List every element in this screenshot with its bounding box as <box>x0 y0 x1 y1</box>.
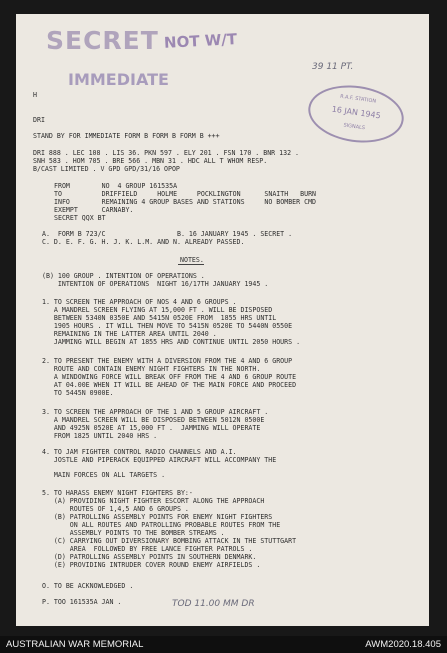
message-line: TO 5445N 0900E. <box>42 389 114 397</box>
footer-accession: AWM2020.18.405 <box>365 639 441 650</box>
station-date-stamp <box>305 80 408 149</box>
message-line: FROM 1825 UNTIL 2040 HRS . <box>42 432 158 440</box>
message-line: O. TO BE ACKNOWLEDGED . <box>42 582 134 590</box>
immediate-stamp: IMMEDIATE <box>68 70 169 89</box>
message-line: AND 4925N 0520E AT 15,000 FT . JAMMING WILL OPERATE <box>42 424 261 432</box>
footer-institution: AUSTRALIAN WAR MEMORIAL <box>6 639 144 650</box>
message-line: (B) 100 GROUP . INTENTION OF OPERATIONS . <box>42 272 205 280</box>
handwritten-tod: TOD 11.00 MM DR <box>172 599 255 609</box>
message-line: SECRET QQX BT <box>54 214 106 222</box>
message-line: 3. TO SCREEN THE APPROACH OF THE 1 AND 5 GROUP AIRCRAFT . <box>42 408 269 416</box>
message-line: DRI <box>33 116 45 124</box>
notes-underline <box>178 264 204 265</box>
message-line: JOSTLE AND PIPERACK EQUIPPED AIRCRAFT WILL ACCOMPANY THE <box>42 456 277 464</box>
stamp-text-date: 16 JAN 1945 <box>331 104 382 121</box>
message-line: NOTES. <box>180 256 204 264</box>
message-line: A MANDREL SCREEN WILL BE DISPOSED BETWEEN 5012N 0500E <box>42 416 265 424</box>
message-line: (B) PATROLLING ASSEMBLY POINTS FOR ENEMY NIGHT FIGHTERS <box>42 513 273 521</box>
message-line: BETWEEN 5340N 0350E AND 5415N 0520E FROM 1855 HRS UNTIL <box>42 314 277 322</box>
message-line: EXEMPT CARNABY. <box>54 206 134 214</box>
message-line: MAIN FORCES ON ALL TARGETS . <box>42 471 166 479</box>
message-line: ROUTES OF 1,4,5 AND 6 GROUPS . <box>42 505 189 513</box>
message-line: INTENTION OF OPERATIONS NIGHT 16/17TH JANUARY 1945 . <box>42 280 269 288</box>
not-wt-stamp: NOT W/T <box>163 30 238 52</box>
secret-stamp: SECRET <box>46 26 159 55</box>
message-line: A. FORM B 723/C B. 16 JANUARY 1945 . SECRET . <box>42 230 293 238</box>
message-line: SNH 583 . HOM 705 . BRE 566 . MBN 31 . HDC ALL T WHOM RESP. <box>33 157 268 165</box>
message-line: (E) PROVIDING INTRUDER COVER ROUND ENEMY AIRFIELDS . <box>42 561 261 569</box>
message-line: DRI 888 . LEC 108 . LIS 36. PKN 597 . ELY 201 . FSN 170 . BNR 132 . <box>33 149 299 157</box>
message-line: 1. TO SCREEN THE APPROACH OF NOS 4 AND 6 GROUPS . <box>42 298 237 306</box>
handwritten-reference: 39 11 PT. <box>312 62 354 72</box>
message-line: B/CAST LIMITED . V GPD GPD/31/16 OPOP <box>33 165 180 173</box>
message-line: ASSEMBLY POINTS TO THE BOMBER STREAMS . <box>42 529 225 537</box>
message-line: INFO REMAINING 4 GROUP BASES AND STATIONS NO BOMBER CMD <box>54 198 317 206</box>
stamp-text-top: R.A.F. STATION <box>339 93 377 105</box>
message-line: TO DRIFFIELD HOLME POCKLINGTON SNAITH BURN <box>54 190 317 198</box>
message-line: P. TOO 161535A JAN . <box>42 598 122 606</box>
message-line: 2. TO PRESENT THE ENEMY WITH A DIVERSION FROM THE 4 AND 6 GROUP <box>42 357 293 365</box>
archive-footer <box>0 636 447 653</box>
message-line: H <box>33 91 37 99</box>
message-line: (C) CARRYING OUT DIVERSIONARY BOMBING ATTACK IN THE STUTTGART <box>42 537 297 545</box>
message-line: (D) PATROLLING ASSEMBLY POINTS IN SOUTHERN DENMARK. <box>42 553 257 561</box>
message-line: AT 04.00E WHEN IT WILL BE AHEAD OF THE MAIN FORCE AND PROCEED <box>42 381 297 389</box>
message-line: (A) PROVIDING NIGHT FIGHTER ESCORT ALONG THE APPROACH <box>42 497 265 505</box>
message-form-page <box>16 14 429 626</box>
message-line: ON ALL ROUTES AND PATROLLING PROBABLE ROUTES FROM THE <box>42 521 281 529</box>
message-line: 5. TO HARASS ENEMY NIGHT FIGHTERS BY:- <box>42 489 193 497</box>
message-line: C. D. E. F. G. H. J. K. L.M. AND N. ALREADY PASSED. <box>42 238 245 246</box>
message-line: A MANDREL SCREEN FLYING AT 15,000 FT . WILL BE DISPOSED <box>42 306 273 314</box>
message-line: AREA FOLLOWED BY FREE LANCE FIGHTER PATROLS . <box>42 545 253 553</box>
message-line: STAND BY FOR IMMEDIATE FORM B FORM B FORM B +++ <box>33 132 220 140</box>
message-line: A WINDOWING FORCE WILL BREAK OFF FROM THE 4 AND 6 GROUP ROUTE <box>42 373 297 381</box>
stamp-text-bottom: SIGNALS <box>343 122 366 132</box>
message-line: REMAINING IN THE LATTER AREA UNTIL 2040 . <box>42 330 217 338</box>
message-line: 1905 HOURS . IT WILL THEN MOVE TO 5415N 0520E TO 5440N 0550E <box>42 322 293 330</box>
message-line: ROUTE AND CONTAIN ENEMY NIGHT FIGHTERS IN THE NORTH. <box>42 365 261 373</box>
message-line: JAMMING WILL BEGIN AT 1855 HRS AND CONTINUE UNTIL 2050 HOURS . <box>42 338 301 346</box>
message-line: 4. TO JAM FIGHTER CONTROL RADIO CHANNELS AND A.I. <box>42 448 237 456</box>
message-line: FROM NO 4 GROUP 161535A <box>54 182 178 190</box>
